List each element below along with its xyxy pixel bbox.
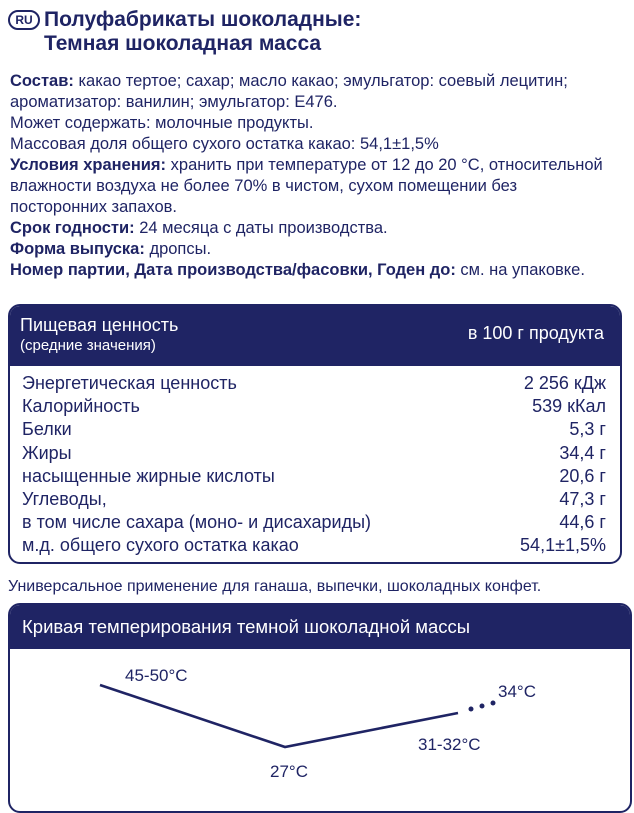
shelf-life-text: 24 месяца с даты производства. bbox=[134, 219, 388, 237]
reheat-temp-label: 31-32°C bbox=[418, 735, 481, 754]
tempering-panel bbox=[8, 603, 632, 813]
language-badge: RU bbox=[8, 10, 40, 30]
usage-note: Универсальное применение для ганаша, выпечки, шоколадных конфет. bbox=[8, 578, 542, 595]
cool-temp-label: 27°C bbox=[270, 762, 308, 781]
tempering-dot bbox=[480, 704, 485, 709]
title-line-2: Темная шоколадная масса bbox=[44, 32, 322, 55]
nutrition-title: Пищевая ценность bbox=[20, 315, 179, 335]
nutrient-value: 539 кКал bbox=[532, 396, 606, 417]
work-temp-label: 34°C bbox=[498, 682, 536, 701]
storage-line bbox=[10, 155, 620, 176]
nutrient-value: 20,6 г bbox=[559, 465, 606, 486]
nutrient-value: 54,1±1,5% bbox=[520, 535, 606, 556]
composition-line bbox=[10, 71, 620, 92]
storage-line-3: посторонних запахов. bbox=[10, 198, 177, 216]
may-contain-line: Может содержать: молочные продукты. bbox=[10, 114, 314, 132]
nutrition-table bbox=[8, 304, 622, 564]
nutrient-name: Жиры bbox=[22, 442, 72, 463]
tempering-dot bbox=[469, 707, 474, 712]
nutrient-name: Белки bbox=[22, 419, 72, 440]
storage-line-2: влажности воздуха не более 70% в чистом, сухом помещении без bbox=[10, 177, 518, 195]
form-line bbox=[10, 239, 620, 260]
nutrition-rows bbox=[22, 372, 606, 558]
nutrition-row bbox=[22, 534, 606, 557]
nutrition-subtitle: (средние значения) bbox=[20, 337, 156, 354]
nutrient-name: Углеводы, bbox=[22, 489, 107, 510]
nutrient-value: 47,3 г bbox=[559, 489, 606, 510]
shelf-life-line bbox=[10, 218, 620, 239]
nutrition-per: в 100 г продукта bbox=[467, 323, 604, 343]
batch-label: Номер партии, Дата производства/фасовки, Годен до: bbox=[10, 261, 456, 279]
tempering-curve bbox=[10, 649, 632, 813]
nutrient-value: 5,3 г bbox=[569, 419, 606, 440]
nutrition-header bbox=[10, 306, 620, 366]
tempering-dot bbox=[491, 701, 496, 706]
nutrition-row bbox=[22, 418, 606, 441]
nutrition-row bbox=[22, 511, 606, 534]
nutrition-row bbox=[22, 465, 606, 488]
nutrition-row bbox=[22, 488, 606, 511]
nutrition-row bbox=[22, 395, 606, 418]
nutrition-row bbox=[22, 372, 606, 395]
nutrient-value: 44,6 г bbox=[559, 512, 606, 533]
tempering-line bbox=[100, 685, 458, 747]
cocoa-mass-line: Массовая доля общего сухого остатка какао: 54,1±1,5% bbox=[10, 135, 439, 153]
tempering-title: Кривая темперирования темной шоколадной массы bbox=[10, 605, 630, 649]
composition-label: Состав: bbox=[10, 72, 74, 90]
shelf-life-label: Срок годности: bbox=[10, 219, 135, 237]
storage-label: Условия хранения: bbox=[10, 156, 167, 174]
form-text: дропсы. bbox=[144, 240, 212, 258]
nutrient-name: насыщенные жирные кислоты bbox=[22, 465, 275, 486]
form-label: Форма выпуска: bbox=[10, 240, 145, 258]
nutrient-name: в том числе сахара (моно- и дисахариды) bbox=[22, 512, 372, 533]
nutrition-row bbox=[22, 442, 606, 465]
melt-temp-label: 45-50°C bbox=[125, 666, 188, 685]
batch-line bbox=[10, 260, 620, 281]
product-title bbox=[44, 8, 361, 56]
batch-text: см. на упаковке. bbox=[455, 261, 585, 279]
composition-text: какао тертое; сахар; масло какао; эмульгатор: соевый лецитин; bbox=[73, 72, 568, 90]
nutrient-name: м.д. общего сухого остатка какао bbox=[22, 535, 299, 556]
nutrient-name: Калорийность bbox=[22, 396, 140, 417]
title-line-1: Полуфабрикаты шоколадные: bbox=[44, 8, 362, 31]
nutrient-value: 2 256 кДж bbox=[523, 373, 606, 393]
product-info bbox=[10, 71, 620, 281]
storage-text: хранить при температуре от 12 до 20 °С, относительной bbox=[166, 156, 603, 174]
nutrient-value: 34,4 г bbox=[559, 442, 606, 463]
nutrient-name: Энергетическая ценность bbox=[22, 373, 237, 393]
composition-line-2: ароматизатор: ванилин; эмульгатор: Е476. bbox=[10, 93, 338, 111]
